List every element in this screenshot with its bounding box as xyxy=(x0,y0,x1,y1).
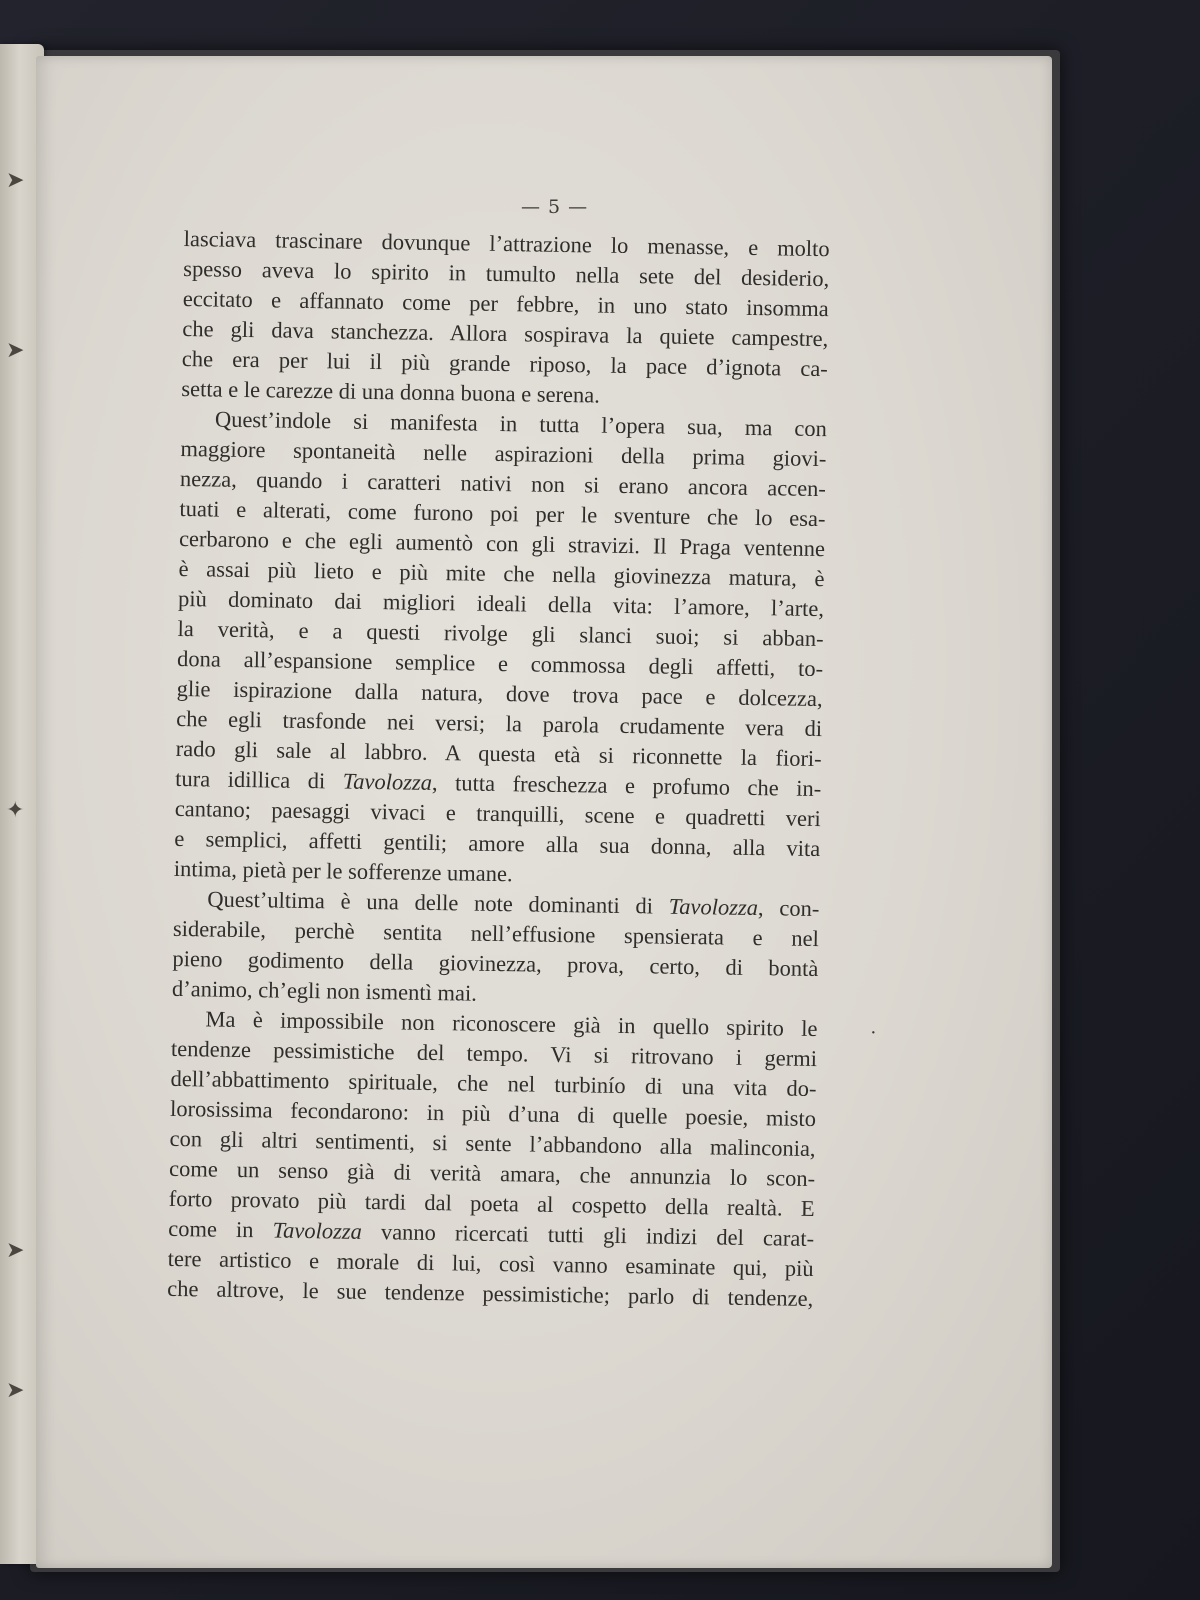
book-title-italic: Tavolozza xyxy=(272,1217,363,1244)
text-line: intima, pietà per le sofferenze umane. xyxy=(173,855,513,887)
binding-stitch: ➤ xyxy=(6,1238,25,1263)
text-line: che altrove, le sue tendenze pessimistiche; parlo di tendenze, xyxy=(167,1275,814,1312)
text-line: Quest’ultima è una delle note dominanti di Tavolozza, con- xyxy=(207,886,820,922)
text-line: come un senso già di verità amara, che annunzia lo scon- xyxy=(168,1155,816,1192)
binding-stitch: ➤ xyxy=(6,1378,25,1403)
text-line: lasciava trascinare dovunque l’attrazione lo menasse, e molto xyxy=(183,225,830,262)
text-line: setta e le carezze di una donna buona e serena. xyxy=(181,375,601,408)
text-line: come in Tavolozza vanno ricercati tutti gli indizi del carat- xyxy=(168,1215,815,1252)
text-line: che gli dava stanchezza. Allora sospirava la quiete campestre, xyxy=(182,315,829,352)
book-title-italic: Tavolozza xyxy=(668,893,759,921)
page-number: — 5 — xyxy=(521,196,589,218)
text-line: nezza, quando i caratteri nativi non si erano ancora accen- xyxy=(179,465,827,502)
text-line: e semplici, affetti gentili; amore alla sua donna, alla vita xyxy=(174,825,821,862)
text-line: cerbarono e che egli aumentò con gli stravizi. Il Praga ventenne xyxy=(178,525,826,562)
text-line: maggiore spontaneità nelle aspirazioni della prima giovi- xyxy=(180,435,827,472)
text-line: Ma è impossibile non riconoscere già in quello spirito le xyxy=(205,1006,818,1042)
text-line: dell’abbattimento spirituale, che nel turbinío di una vita do- xyxy=(170,1065,817,1102)
text-line: la verità, e a questi rivolge gli slanci suoi; si abban- xyxy=(177,615,824,652)
text-line: tuati e alterati, come furono poi per le sventure che lo esa- xyxy=(179,495,826,532)
binding-stitch: ✦ xyxy=(6,798,25,823)
text-line: dona all’espansione semplice e commossa degli affetti, to- xyxy=(176,645,824,682)
text-line: con gli altri sentimenti, si sente l’abbandono alla malinconia, xyxy=(169,1125,816,1162)
text-line: tendenze pessimistiche del tempo. Vi si ritrovano i germi xyxy=(170,1035,818,1072)
text-line: pieno godimento della giovinezza, prova, certo, di bontà xyxy=(172,945,819,982)
text-line: Quest’indole si manifesta in tutta l’opera sua, ma con xyxy=(214,406,828,442)
text-line: spesso aveva lo spirito in tumulto nella sete del desiderio, xyxy=(183,255,830,292)
text-line: glie ispirazione dalla natura, dove trova pace e dolcezza, xyxy=(176,675,823,712)
text-line: tere artistico e morale di lui, così vanno esaminate qui, più xyxy=(167,1245,814,1282)
text-line: eccitato e affannato come per febbre, in uno stato insomma xyxy=(182,285,829,322)
binding-stitch: ➤ xyxy=(6,168,25,193)
text-line: forto provato più tardi dal poeta al cospetto della realtà. E xyxy=(168,1185,815,1222)
text-line: cantano; paesaggi vivaci e tranquilli, scene e quadretti veri xyxy=(174,795,821,832)
binding-stitch: ➤ xyxy=(6,338,25,363)
book-page xyxy=(36,56,1052,1568)
book-title-italic: Tavolozza xyxy=(342,768,433,795)
text-line: tura idillica di Tavolozza, tutta freschezza e profumo che in- xyxy=(175,765,822,802)
text-line: d’animo, ch’egli non ismentì mai. xyxy=(171,975,478,1006)
text-line: è assai più lieto e più mite che nella giovinezza matura, è xyxy=(178,555,825,592)
body-text xyxy=(167,224,830,1314)
text-line: che era per lui il più grande riposo, la pace d’ignota ca- xyxy=(181,345,829,382)
text-line: rado gli sale al labbro. A questa età si riconnette la fiori- xyxy=(175,735,822,772)
text-line: che egli trasfonde nei versi; la parola crudamente vera di xyxy=(176,705,823,742)
text-line: siderabile, perchè sentita nell’effusione spensierata e nel xyxy=(172,915,820,952)
text-line: lorosissima fecondarono: in più d’una di quelle poesie, misto xyxy=(169,1095,817,1132)
text-line: più dominato dai migliori ideali della vita: l’amore, l’arte, xyxy=(177,585,825,622)
ink-speck: · xyxy=(870,1022,877,1044)
